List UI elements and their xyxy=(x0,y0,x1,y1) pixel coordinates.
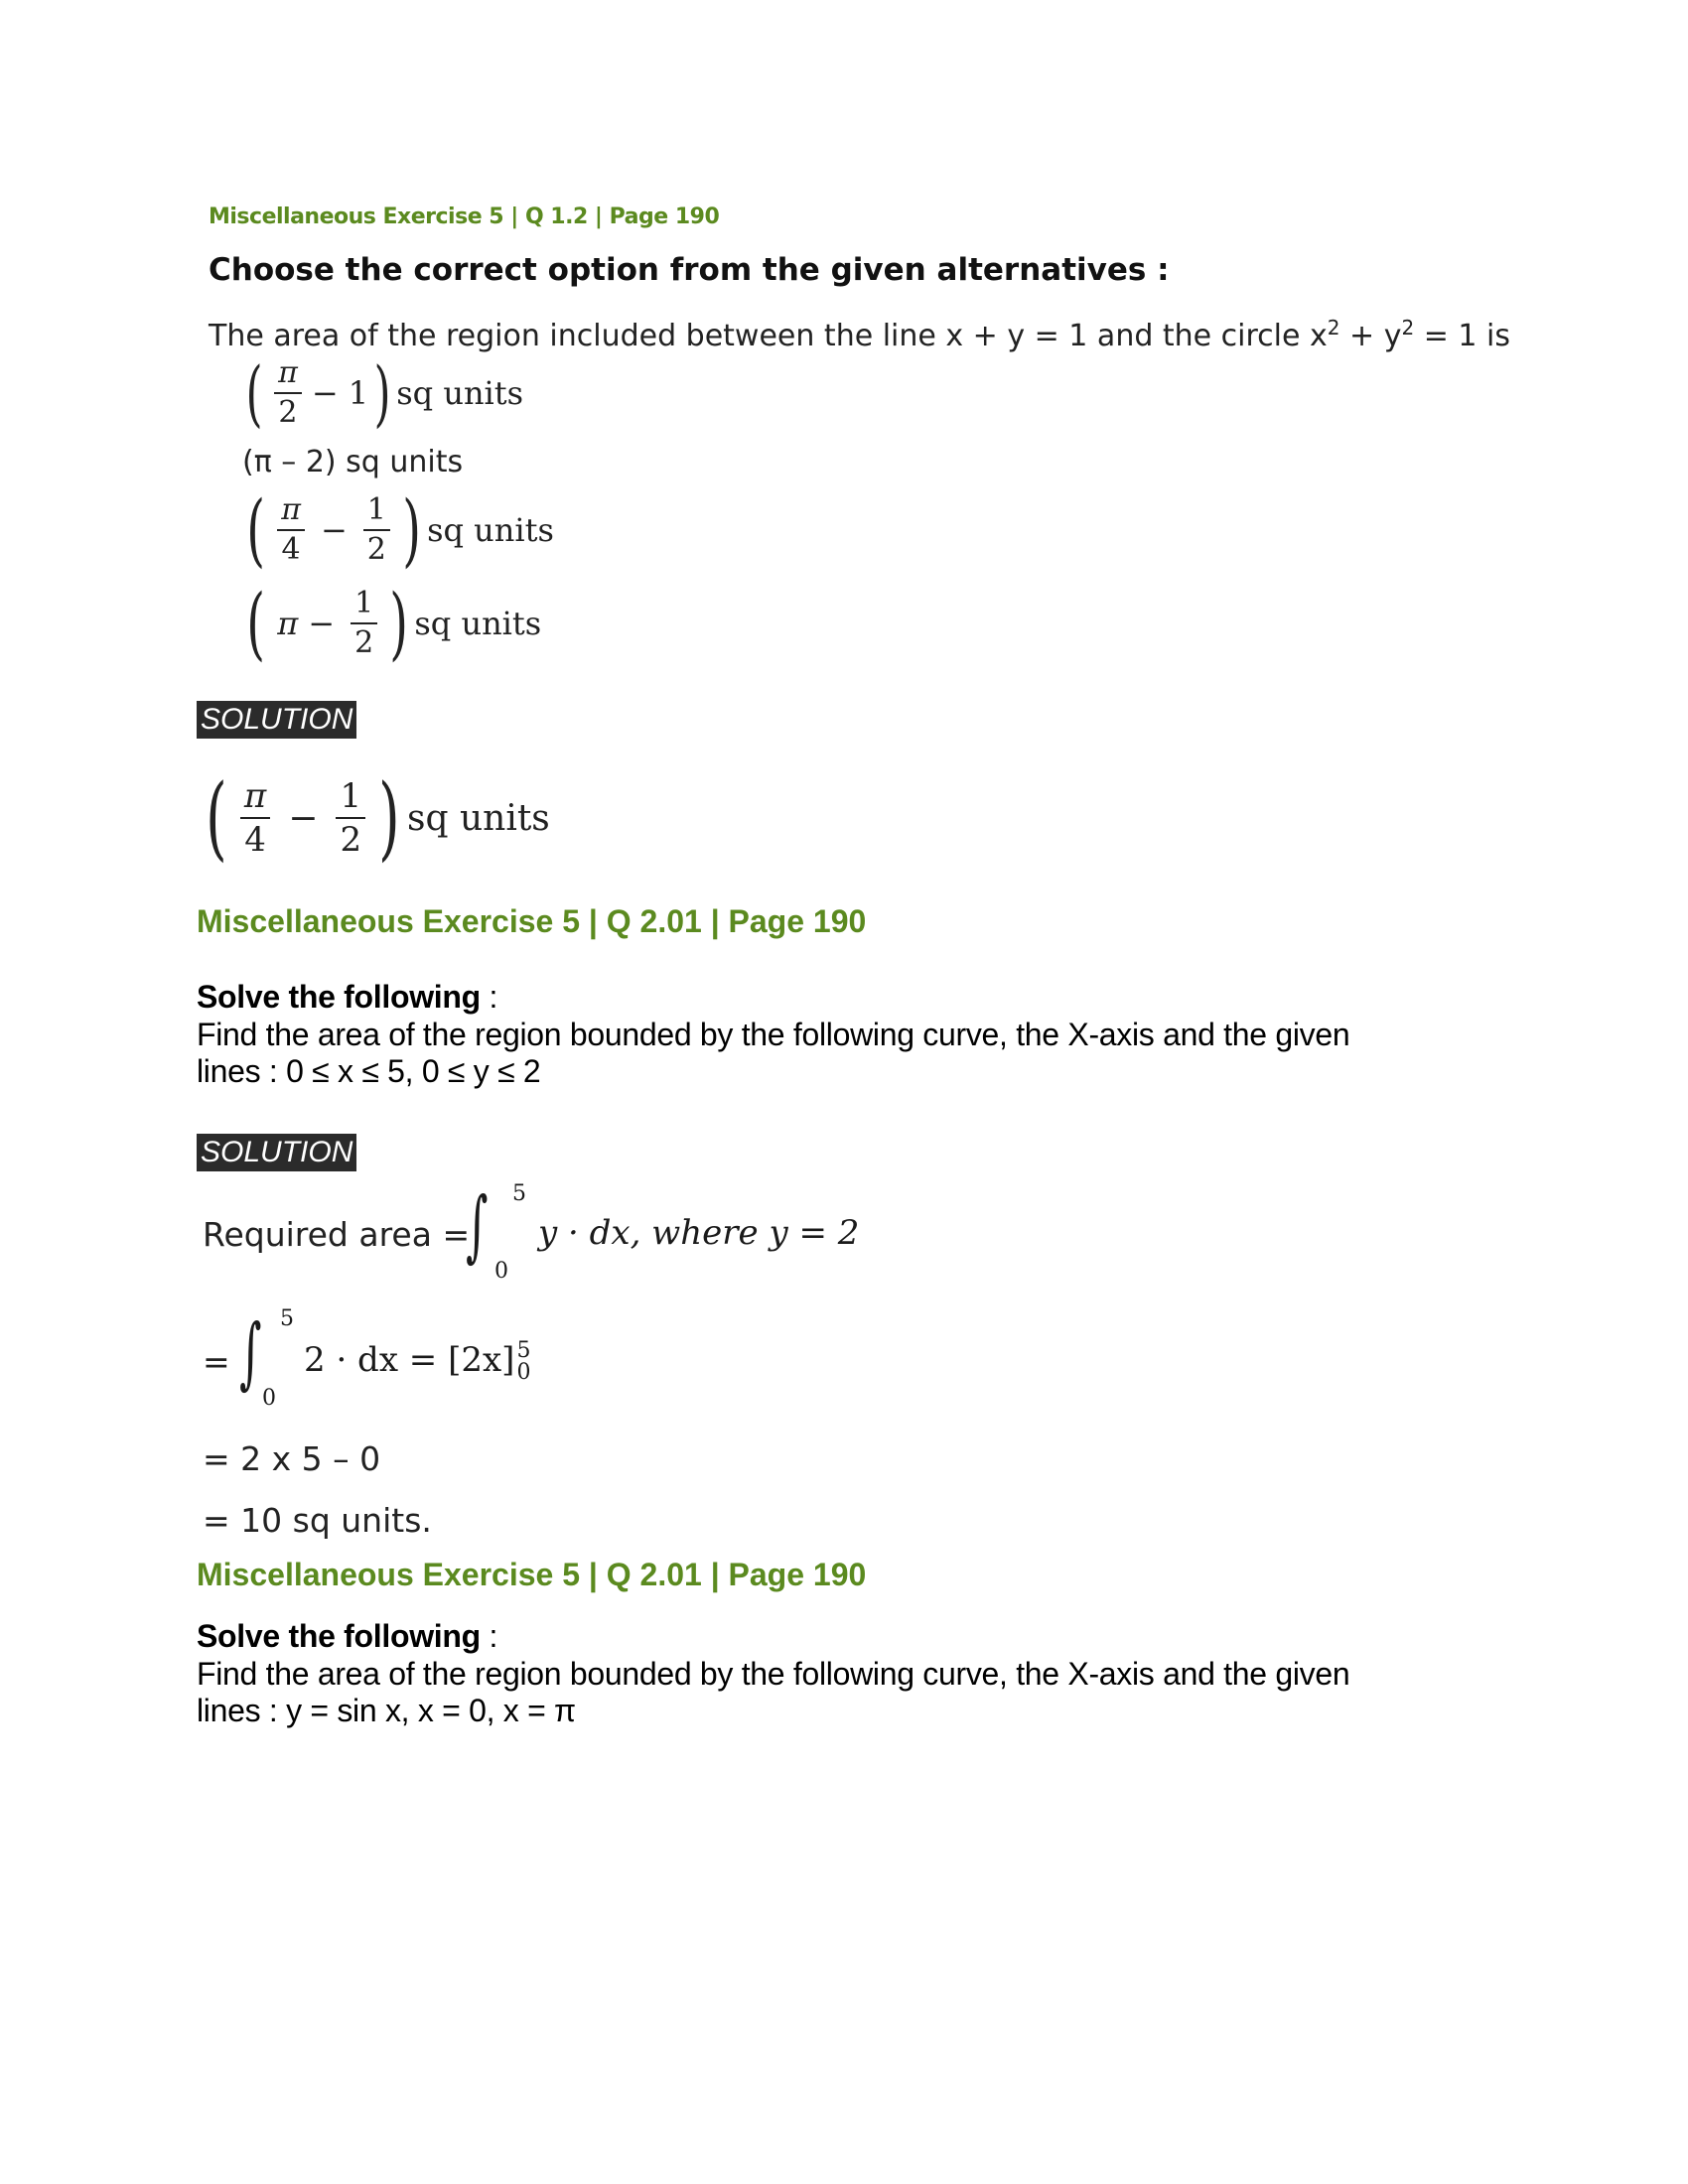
lower-limit: 0 xyxy=(262,1386,276,1411)
fraction xyxy=(274,355,302,430)
option-c xyxy=(240,483,554,576)
q2-step3: = 2 x 5 – 0 xyxy=(203,1439,381,1478)
q2-step2 xyxy=(203,1306,699,1416)
option-a-unit: sq units xyxy=(396,374,524,412)
fraction xyxy=(351,586,377,660)
pi-symbol: π xyxy=(277,605,299,642)
paren-right: ) xyxy=(373,351,391,435)
frac-num: 1 xyxy=(336,779,365,819)
step2-equals: = xyxy=(203,1342,230,1381)
upper-limit: 5 xyxy=(512,1181,526,1206)
paren-left: ( xyxy=(245,351,263,435)
q2-instruction xyxy=(197,979,497,1016)
fraction xyxy=(277,492,305,567)
frac-num: π xyxy=(240,779,270,819)
fraction xyxy=(336,776,365,860)
paren-right: ) xyxy=(389,577,409,669)
q1-answer xyxy=(199,764,550,871)
paren-left: ( xyxy=(246,577,265,669)
frac-num: 1 xyxy=(363,495,390,531)
q1-reference: Miscellaneous Exercise 5 | Q 1.2 | Page 190 xyxy=(209,205,720,229)
frac-den: 2 xyxy=(278,395,298,430)
bracket-lower: 0 xyxy=(516,1360,531,1385)
paren-right: ) xyxy=(402,483,421,576)
option-a xyxy=(240,351,524,435)
q3-instruction-bold: Solve the following xyxy=(197,1618,481,1654)
operator: − xyxy=(308,605,336,642)
q2-step1 xyxy=(203,1181,917,1291)
operator: − xyxy=(320,511,348,549)
q1-question-part: = 1 is xyxy=(1414,319,1510,353)
q3-line2: lines : y = sin x, x = 0, x = π xyxy=(197,1693,576,1728)
solution-badge: SOLUTION xyxy=(197,1134,356,1171)
option-c-unit: sq units xyxy=(427,511,554,549)
paren-left: ( xyxy=(246,483,265,576)
q1-question-part: + y xyxy=(1339,319,1402,353)
q2-reference: Miscellaneous Exercise 5 | Q 2.01 | Page 190 xyxy=(197,903,867,939)
frac-den: 4 xyxy=(281,532,301,567)
step2-expr-text: 2 · dx = [2x] xyxy=(304,1340,515,1380)
q2-step4: = 10 sq units. xyxy=(203,1501,432,1540)
frac-num: π xyxy=(277,495,305,531)
option-b: (π – 2) sq units xyxy=(242,445,464,479)
q1-instruction: Choose the correct option from the given alternatives : xyxy=(209,252,1170,288)
q3-instruction-rest: : xyxy=(480,1618,498,1654)
frac-den: 2 xyxy=(354,625,374,660)
frac-den: 2 xyxy=(366,532,386,567)
q1-sup: 2 xyxy=(1327,316,1340,340)
q1-question-part: The area of the region included between the line x + y = 1 and the circle x xyxy=(209,319,1328,353)
integral-sign: ∫ xyxy=(466,1181,489,1271)
bracket-upper: 5 xyxy=(516,1338,531,1363)
q1-sup: 2 xyxy=(1401,316,1415,340)
q2-instruction-bold: Solve the following xyxy=(197,979,481,1015)
step1-expression: y · dx, where y = 2 xyxy=(538,1213,860,1253)
fraction xyxy=(363,492,390,567)
q3-line1: Find the area of the region bounded by the following curve, the X-axis and the given xyxy=(197,1656,1350,1692)
frac-den: 4 xyxy=(244,820,266,860)
lower-limit: 0 xyxy=(494,1259,508,1284)
option-d-unit: sq units xyxy=(414,605,542,642)
frac-num: 1 xyxy=(351,589,377,624)
bracket-limits xyxy=(516,1340,530,1384)
solution-badge: SOLUTION xyxy=(197,701,356,739)
step1-label: Required area = xyxy=(203,1215,471,1254)
frac-den: 2 xyxy=(340,820,362,860)
q2-line1: Find the area of the region bounded by the following curve, the X-axis and the given xyxy=(197,1017,1350,1052)
option-d xyxy=(240,577,542,669)
q1-answer-unit: sq units xyxy=(406,797,550,839)
q3-instruction xyxy=(197,1618,497,1655)
q1-question xyxy=(209,316,1510,353)
q2-line2: lines : 0 ≤ x ≤ 5, 0 ≤ y ≤ 2 xyxy=(197,1053,541,1089)
frac-num: π xyxy=(274,358,302,394)
step2-expression xyxy=(304,1340,530,1384)
paren-left: ( xyxy=(206,764,227,871)
operator: − xyxy=(288,797,319,839)
q3-reference: Miscellaneous Exercise 5 | Q 2.01 | Page 190 xyxy=(197,1557,867,1592)
option-a-rest: − 1 xyxy=(311,374,369,412)
paren-right: ) xyxy=(378,764,400,871)
q2-instruction-rest: : xyxy=(480,979,498,1015)
integral-sign: ∫ xyxy=(239,1308,262,1398)
fraction xyxy=(240,776,270,860)
upper-limit: 5 xyxy=(280,1306,294,1331)
